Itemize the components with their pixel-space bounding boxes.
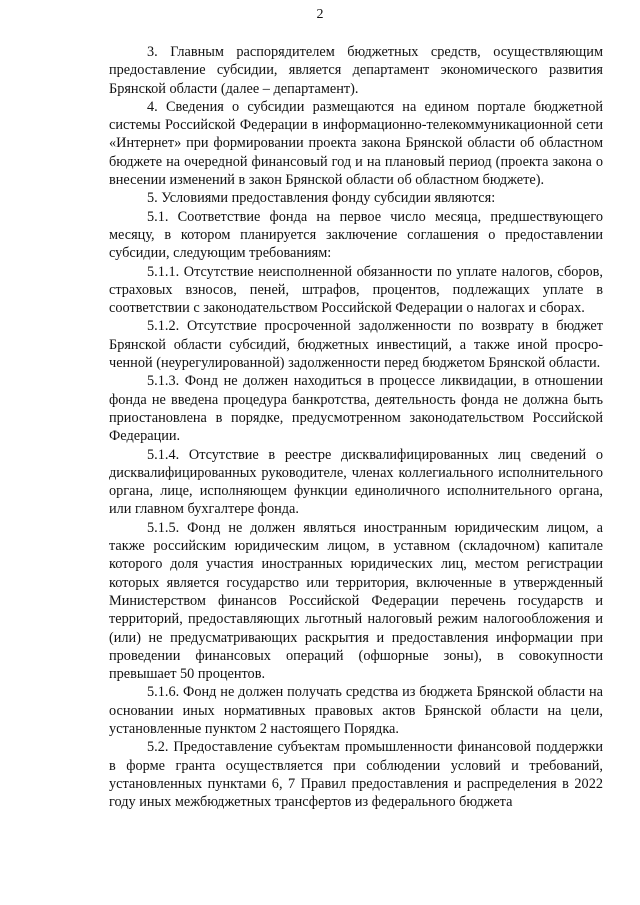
- paragraph-5-1-4: 5.1.4. Отсутствие в реестре дисквалифицированных лиц сведений о дисквалифицированных руководителе, членах коллегиального исполнительного органа, лице, исполняющем функции единоличного исполнительного органа, или главном бухгалтере фонда.: [109, 446, 603, 518]
- paragraph-5-1-6: 5.1.6. Фонд не должен получать средства из бюджета Брянской области на основании иных нормативных правовых актов Брянской области на цели, установленные пунктом 2 настоящего Порядка.: [109, 684, 603, 737]
- paragraph-5-1-2: 5.1.2. Отсутствие просроченной задолженности по возврату в бюджет Брянской области субсидий, бюджетных инвестиций, а также иной просроченной (неурегулированной) задолженности перед бюджетом Брянской области.: [109, 318, 603, 372]
- paragraph-5-2: 5.2. Предоставление субъектам промышленности финансовой поддержки в форме гранта осуществляется при соблюдении условий и требований, установленных пунктами 6, 7 Правил предоставления и распределения в 2022 году иных межбюджетных трансфертов из федерального бюджета: [109, 739, 603, 811]
- paragraph-5-1-5: 5.1.5. Фонд не должен являться иностранным юридическим лицом, а также российским юридическим лицом, в уставном (складочном) капитале которого доля участия иностранных юридических лиц, местом регистрации которых является государство или территория, включенные в утвержденный Министерством финансов Российской Федерации перечень государств и территорий, предоставляющих льготный налоговый режим налогообложения и (или) не предусматривающих раскрытия и предоставления информации при проведении финансовых операций (офшорные зоны), в совокупности превышает 50 процентов.: [109, 519, 603, 683]
- paragraph-4: 4. Сведения о субсидии размещаются на едином портале бюджетной системы Российской Федерации в информационно-телекоммуникационной сети «Интернет» при формировании проекта закона Брянской области об областном бюджете на очередной финансовый год и на плановый период (проекта закона о внесении изменений в закон Брянской области об областном бюджете).: [109, 98, 603, 189]
- paragraph-5-1-1: 5.1.1. Отсутствие неисполненной обязанности по уплате налогов, сборов, страховых взносов, пеней, штрафов, процентов, подлежащих уплате в соответствии с законодательством Российской Федерации о налогах и сборах.: [109, 263, 603, 317]
- paragraph-5-1-3: 5.1.3. Фонд не должен находиться в процессе ликвидации, в отношении фонда не введена процедура банкротства, деятельность фонда не должна быть приостановлена в порядке, предусмотренном законодательством Российской Федерации.: [109, 373, 603, 445]
- paragraph-3: 3. Главным распорядителем бюджетных средств, осуществляющим предоставление субсидии, является департамент экономического развития Брянской области (далее – департамент).: [109, 44, 603, 97]
- paragraph-5-1: 5.1. Соответствие фонда на первое число месяца, предшествующего месяцу, в котором планируется заключение соглашения о предоставлении субсидии, следующим требованиям:: [109, 208, 603, 262]
- paragraph-5: 5. Условиями предоставления фонду субсидии являются:: [147, 190, 496, 207]
- page-number: 2: [316, 7, 324, 22]
- document-body: [109, 43, 603, 811]
